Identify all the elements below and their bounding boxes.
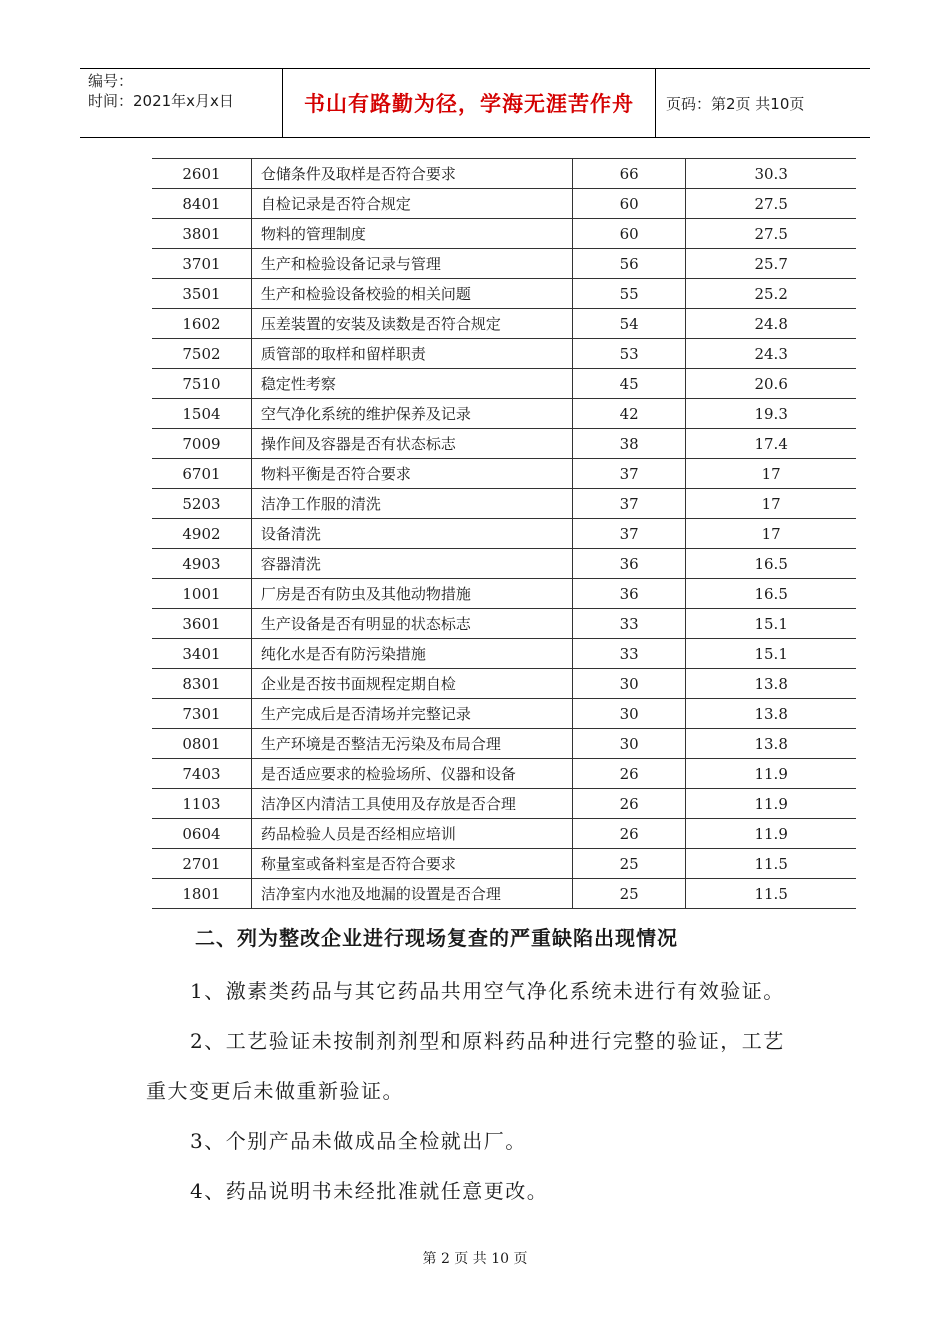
row-item: 容器清洗: [251, 549, 572, 579]
row-item: 是否适应要求的检验场所、仪器和设备: [251, 759, 572, 789]
row-item: 药品检验人员是否经相应培训: [251, 819, 572, 849]
row-count: 54: [573, 309, 686, 339]
row-percent: 20.6: [686, 369, 856, 399]
row-percent: 25.7: [686, 249, 856, 279]
table-row: [152, 879, 856, 909]
row-item: 纯化水是否有防污染措施: [251, 639, 572, 669]
row-count: 55: [573, 279, 686, 309]
row-percent: 17: [686, 489, 856, 519]
row-code: 3701: [152, 249, 251, 279]
row-count: 30: [573, 729, 686, 759]
row-code: 7009: [152, 429, 251, 459]
table-row: [152, 819, 856, 849]
row-percent: 13.8: [686, 699, 856, 729]
row-item: 物料的管理制度: [251, 219, 572, 249]
paragraph-2b: 重大变更后未做重新验证。: [146, 1079, 404, 1103]
row-count: 25: [573, 879, 686, 909]
header-page-info: 页码：第2页 共10页: [666, 94, 805, 113]
row-percent: 27.5: [686, 219, 856, 249]
row-count: 37: [573, 459, 686, 489]
row-count: 33: [573, 609, 686, 639]
page-header: [80, 68, 870, 138]
row-item: 质管部的取样和留样职责: [251, 339, 572, 369]
row-code: 7301: [152, 699, 251, 729]
row-code: 4902: [152, 519, 251, 549]
paragraph-2a: 2、工艺验证未按制剂剂型和原料药品种进行完整的验证，工艺: [190, 1029, 785, 1053]
row-count: 38: [573, 429, 686, 459]
page-footer: 第 2 页 共 10 页: [422, 1251, 528, 1267]
row-percent: 11.9: [686, 759, 856, 789]
row-count: 56: [573, 249, 686, 279]
row-item: 厂房是否有防虫及其他动物措施: [251, 579, 572, 609]
row-code: 1504: [152, 399, 251, 429]
row-item: 操作间及容器是否有状态标志: [251, 429, 572, 459]
row-item: 生产环境是否整洁无污染及布局合理: [251, 729, 572, 759]
row-count: 25: [573, 849, 686, 879]
row-count: 33: [573, 639, 686, 669]
row-code: 5203: [152, 489, 251, 519]
table-row: [152, 219, 856, 249]
row-count: 30: [573, 699, 686, 729]
row-count: 37: [573, 519, 686, 549]
row-item: 生产完成后是否清场并完整记录: [251, 699, 572, 729]
row-item: 稳定性考察: [251, 369, 572, 399]
row-item: 洁净室内水池及地漏的设置是否合理: [251, 879, 572, 909]
section-title: 二、列为整改企业进行现场复查的严重缺陷出现情况: [195, 926, 678, 950]
table-row: [152, 459, 856, 489]
table-row: [152, 279, 856, 309]
row-code: 8401: [152, 189, 251, 219]
paragraph-3: 3、个别产品未做成品全检就出厂。: [190, 1129, 527, 1153]
row-count: 66: [573, 159, 686, 189]
row-code: 1801: [152, 879, 251, 909]
row-code: 0604: [152, 819, 251, 849]
row-item: 称量室或备料室是否符合要求: [251, 849, 572, 879]
row-code: 7510: [152, 369, 251, 399]
row-code: 8301: [152, 669, 251, 699]
row-code: 1001: [152, 579, 251, 609]
row-count: 60: [573, 189, 686, 219]
row-percent: 11.5: [686, 849, 856, 879]
row-count: 36: [573, 549, 686, 579]
row-percent: 15.1: [686, 639, 856, 669]
row-count: 60: [573, 219, 686, 249]
row-percent: 13.8: [686, 729, 856, 759]
row-item: 洁净工作服的清洗: [251, 489, 572, 519]
table-row: [152, 339, 856, 369]
table-row: [152, 849, 856, 879]
row-code: 3501: [152, 279, 251, 309]
table-row: [152, 369, 856, 399]
row-percent: 17: [686, 459, 856, 489]
table-row: [152, 579, 856, 609]
row-code: 3401: [152, 639, 251, 669]
time-label: 时间：2021年x月x日: [88, 92, 234, 110]
row-percent: 25.2: [686, 279, 856, 309]
row-percent: 15.1: [686, 609, 856, 639]
row-code: 1103: [152, 789, 251, 819]
header-meta: [80, 69, 283, 137]
row-code: 7502: [152, 339, 251, 369]
table-row: [152, 159, 856, 189]
row-code: 6701: [152, 459, 251, 489]
table-row: [152, 639, 856, 669]
row-percent: 11.9: [686, 819, 856, 849]
row-count: 37: [573, 489, 686, 519]
row-count: 26: [573, 789, 686, 819]
row-item: 仓储条件及取样是否符合要求: [251, 159, 572, 189]
row-item: 企业是否按书面规程定期自检: [251, 669, 572, 699]
row-item: 生产和检验设备校验的相关问题: [251, 279, 572, 309]
table-row: [152, 549, 856, 579]
table-row: [152, 669, 856, 699]
paragraph-1: 1、激素类药品与其它药品共用空气净化系统未进行有效验证。: [190, 979, 785, 1003]
row-item: 压差装置的安装及读数是否符合规定: [251, 309, 572, 339]
row-percent: 16.5: [686, 579, 856, 609]
row-item: 洁净区内清洁工具使用及存放是否合理: [251, 789, 572, 819]
row-item: 自检记录是否符合规定: [251, 189, 572, 219]
row-percent: 27.5: [686, 189, 856, 219]
row-item: 空气净化系统的维护保养及记录: [251, 399, 572, 429]
table-row: [152, 699, 856, 729]
row-percent: 13.8: [686, 669, 856, 699]
row-item: 生产设备是否有明显的状态标志: [251, 609, 572, 639]
row-percent: 17.4: [686, 429, 856, 459]
row-percent: 24.3: [686, 339, 856, 369]
row-code: 4903: [152, 549, 251, 579]
row-code: 2601: [152, 159, 251, 189]
table-row: [152, 429, 856, 459]
row-count: 53: [573, 339, 686, 369]
paragraph-4: 4、药品说明书未经批准就任意更改。: [190, 1179, 549, 1203]
table-row: [152, 609, 856, 639]
table-row: [152, 399, 856, 429]
table-row: [152, 189, 856, 219]
row-percent: 11.5: [686, 879, 856, 909]
row-code: 0801: [152, 729, 251, 759]
defects-table: [152, 158, 856, 909]
row-count: 26: [573, 819, 686, 849]
row-item: 生产和检验设备记录与管理: [251, 249, 572, 279]
row-code: 1602: [152, 309, 251, 339]
table-row: [152, 729, 856, 759]
table-row: [152, 249, 856, 279]
row-count: 45: [573, 369, 686, 399]
row-item: 设备清洗: [251, 519, 572, 549]
table-row: [152, 789, 856, 819]
serial-label: 编号：: [88, 72, 134, 90]
row-code: 7403: [152, 759, 251, 789]
row-count: 42: [573, 399, 686, 429]
row-item: 物料平衡是否符合要求: [251, 459, 572, 489]
row-percent: 30.3: [686, 159, 856, 189]
table-row: [152, 309, 856, 339]
header-motto: 书山有路勤为径，学海无涯苦作舟: [283, 69, 656, 137]
row-percent: 17: [686, 519, 856, 549]
row-percent: 11.9: [686, 789, 856, 819]
row-count: 36: [573, 579, 686, 609]
table-row: [152, 759, 856, 789]
table-row: [152, 489, 856, 519]
row-code: 3801: [152, 219, 251, 249]
row-percent: 24.8: [686, 309, 856, 339]
row-percent: 16.5: [686, 549, 856, 579]
row-code: 2701: [152, 849, 251, 879]
table-row: [152, 519, 856, 549]
row-percent: 19.3: [686, 399, 856, 429]
row-count: 26: [573, 759, 686, 789]
row-count: 30: [573, 669, 686, 699]
row-code: 3601: [152, 609, 251, 639]
